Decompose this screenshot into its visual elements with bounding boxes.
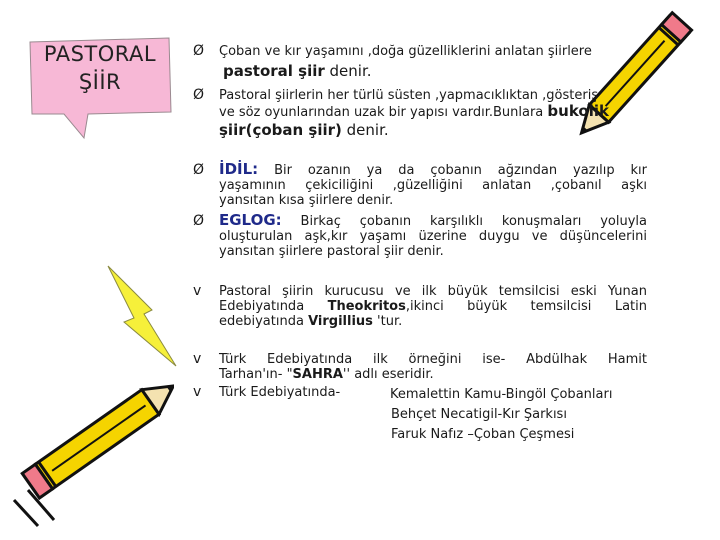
p1-term: pastoral şiir — [223, 62, 325, 80]
p5-line2-pre: Edebiyatında — [219, 299, 328, 314]
p4-line1-rest: Birkaç çobanın karşılıklı konuşmaları yoluyla — [281, 214, 647, 229]
p2-line1: Pastoral şiirlerin her türlü süsten ,yapmacıklıktan ,gösteriş — [219, 88, 599, 103]
p5-line3-pre: edebiyatında — [219, 314, 309, 329]
p2-line3 — [219, 122, 659, 139]
p1-line2 — [219, 63, 659, 80]
paragraph-2 — [219, 88, 659, 139]
p2-line3-rest: denir. — [341, 121, 389, 139]
p3-line1-rest: Bir ozanın ya da çobanın ağzından yazılıp kır — [258, 163, 647, 178]
p4-line3: yansıtan şiirlere pastoral şiir denir. — [219, 244, 444, 259]
p5-line3-rest: 'tur. — [372, 314, 403, 329]
arrow-bullet-icon: Ø — [193, 87, 205, 103]
diamond-bullet-icon: v — [193, 283, 202, 299]
p5-line2 — [219, 299, 647, 314]
p3-line1 — [219, 161, 647, 178]
p6-sahra: SAHRA — [292, 367, 343, 382]
pencil-icon — [4, 350, 174, 540]
arrow-bullet-icon: Ø — [193, 213, 205, 229]
p3-line3: yansıtan kısa şiirlere denir. — [219, 193, 394, 208]
p7-label: Türk Edebiyatında- — [219, 385, 341, 400]
p5-line1: Pastoral şiirin kurucusu ve ilk büyük temsilcisi eski Yunan — [219, 284, 647, 299]
paragraph-4 — [219, 212, 647, 259]
p2-term-coban: şiir(çoban şiir) — [219, 121, 342, 139]
diamond-bullet-icon: v — [193, 351, 202, 367]
p5-virgillius: Virgillius — [308, 314, 373, 329]
paragraph-6 — [219, 352, 647, 382]
p5-line3 — [219, 314, 647, 329]
list-item: Faruk Nafız –Çoban Çeşmesi — [391, 427, 575, 442]
arrow-bullet-icon: Ø — [193, 162, 205, 178]
p3-line2: yaşamının çekiciliğini ,güzelliğini anlatan ,çobanıl aşkı — [219, 178, 647, 193]
paragraph-3 — [219, 161, 647, 208]
diamond-bullet-icon: v — [193, 384, 202, 400]
p6-line2 — [219, 367, 647, 382]
p4-term: EGLOG: — [219, 211, 282, 229]
list-item: Behçet Necatigil-Kır Şarkısı — [391, 407, 567, 422]
list-item: Kemalettin Kamu-Bingöl Çobanları — [390, 387, 613, 402]
p6-line1: Türk Edebiyatında ilk örneğini ise- Abdülhak Hamit — [219, 352, 647, 367]
p2-line2-pre: ve söz oyunlarından uzak bir yapısı vardır.Bunlara — [219, 105, 548, 120]
works-list — [390, 385, 612, 445]
p5-line2-rest: ,ikinci büyük temsilcisi Latin — [405, 299, 647, 314]
title-line-1: PASTORAL — [43, 42, 157, 66]
page-title — [30, 40, 170, 96]
p6-line2-rest: '' adlı eseridir. — [342, 367, 434, 382]
p4-line1 — [219, 212, 647, 229]
p2-term-bukolik: bukolik — [547, 102, 609, 120]
p2-line2 — [219, 103, 659, 120]
arrow-bullet-icon: Ø — [193, 43, 205, 59]
paragraph-5 — [219, 284, 647, 329]
p4-line2: oluşturulan aşk,kır yaşamı üzerine duygu ve düşüncelerini — [219, 229, 647, 244]
p1-line1: Çoban ve kır yaşamını ,doğa güzelliklerini anlatan şiirlere — [219, 44, 592, 59]
p3-term: İDİL: — [219, 160, 259, 178]
p6-line2-pre: Tarhan'ın- " — [219, 367, 293, 382]
p1-line2-rest: denir. — [324, 62, 372, 80]
paragraph-1 — [219, 44, 659, 80]
title-line-2: ŞİİR — [78, 70, 122, 94]
p5-theokritos: Theokritos — [327, 299, 406, 314]
